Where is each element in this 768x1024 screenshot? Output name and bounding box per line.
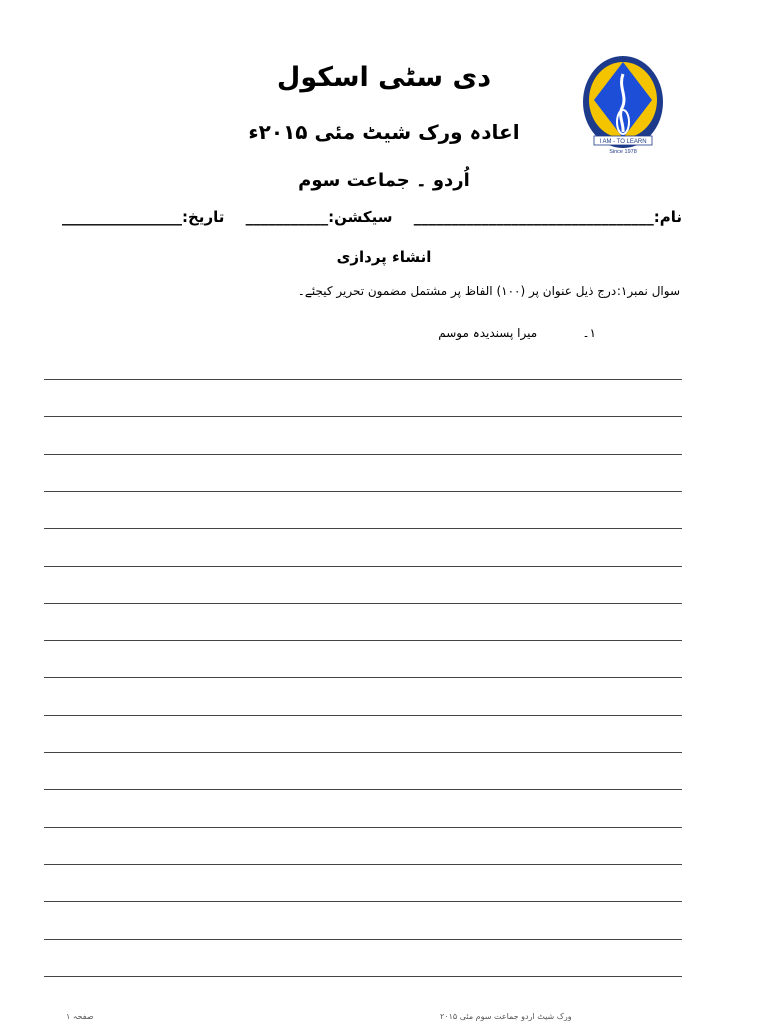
writing-line bbox=[44, 603, 682, 604]
writing-lines-area[interactable] bbox=[44, 0, 682, 1024]
writing-line bbox=[44, 379, 682, 380]
writing-line bbox=[44, 454, 682, 455]
writing-line bbox=[44, 491, 682, 492]
question-label: سوال نمبر۱: bbox=[616, 284, 680, 298]
footer-page-number: صفحہ ۱ bbox=[66, 1012, 94, 1021]
writing-line bbox=[44, 640, 682, 641]
writing-line bbox=[44, 827, 682, 828]
school-name: دی سٹی اسکول bbox=[276, 62, 492, 93]
writing-line bbox=[44, 939, 682, 940]
writing-line bbox=[44, 528, 682, 529]
writing-line bbox=[44, 976, 682, 977]
subject-class-line: اُردو ۔ جماعت سوم bbox=[298, 170, 470, 191]
writing-line bbox=[44, 752, 682, 753]
writing-line bbox=[44, 901, 682, 902]
section-heading: انشاء پردازی bbox=[336, 248, 432, 266]
logo-motto: I AM - TO LEARN bbox=[599, 139, 647, 145]
topic-title: میرا پسندیدہ موسم bbox=[438, 326, 538, 340]
writing-line bbox=[44, 715, 682, 716]
name-field[interactable]: نام:________________________________ bbox=[413, 208, 682, 226]
date-field[interactable]: تاریخ:________________ bbox=[62, 208, 225, 226]
question-text: درج ذیل عنوان پر (۱۰۰) الفاظ پر مشتمل مضمون تحریر کیجئے۔ bbox=[297, 284, 617, 298]
writing-line bbox=[44, 566, 682, 567]
worksheet-title: اعادہ ورک شیٹ مئی ۲۰۱۵ء bbox=[248, 120, 520, 144]
logo-since: Since 1978 bbox=[609, 149, 637, 155]
writing-line bbox=[44, 677, 682, 678]
topic-number: ۱۔ bbox=[582, 326, 596, 340]
writing-line bbox=[44, 416, 682, 417]
writing-line bbox=[44, 864, 682, 865]
writing-line bbox=[44, 789, 682, 790]
footer-document-path: ورک شیٹ اردو جماعت سوم مئی ۲۰۱۵ bbox=[440, 1012, 572, 1021]
section-field[interactable]: سیکشن:___________ bbox=[245, 208, 393, 226]
